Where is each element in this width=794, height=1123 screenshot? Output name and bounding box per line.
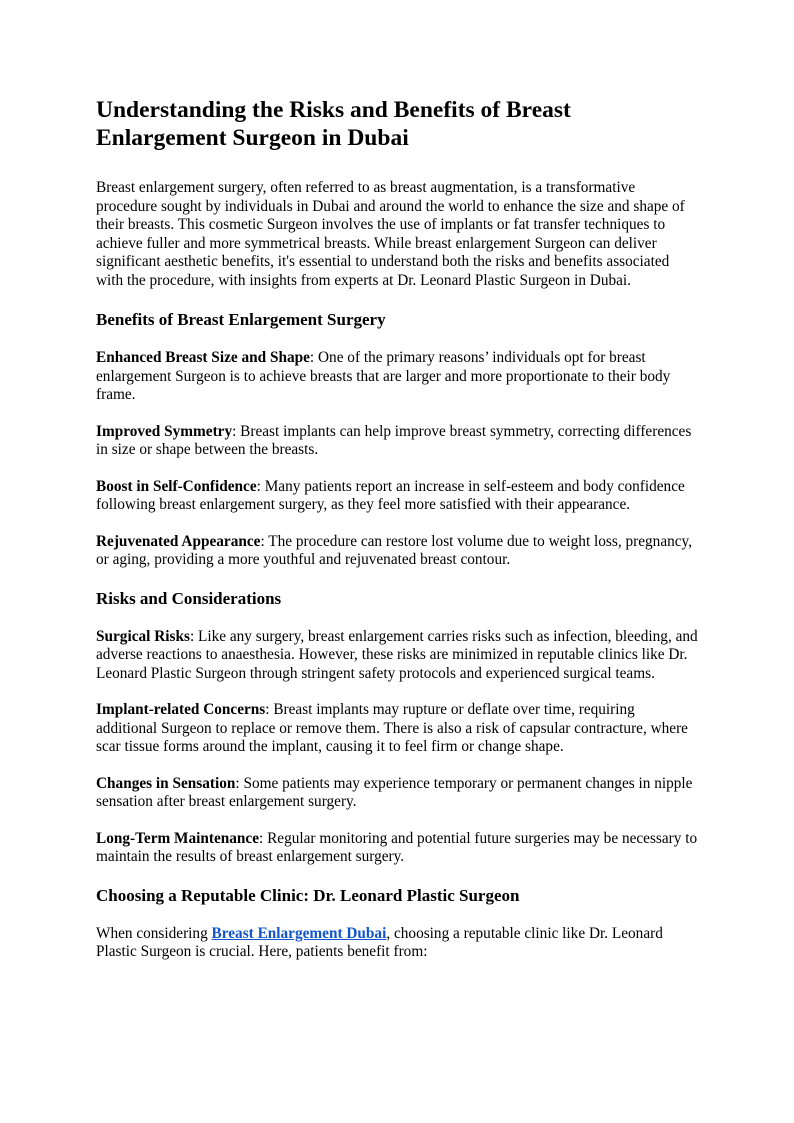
benefit-item bbox=[96, 423, 698, 460]
risk-item bbox=[96, 830, 698, 867]
clinic-text-before: When considering bbox=[96, 924, 212, 942]
benefit-text: : Many patients report an increase in self-esteem and body confidence following breast enlargement surgery, as they feel more satisfied with their appearance. bbox=[96, 477, 685, 513]
benefit-term: Enhanced Breast Size and Shape bbox=[96, 349, 310, 366]
risk-text: : Some patients may experience temporary or permanent changes in nipple sensation after breast enlargement surgery. bbox=[96, 774, 693, 810]
benefit-text: : The procedure can restore lost volume due to weight loss, pregnancy, or aging, providing a more youthful and rejuvenated breast contour. bbox=[96, 532, 693, 568]
risk-term: Implant-related Concerns bbox=[96, 701, 266, 718]
intro-paragraph: Breast enlargement surgery, often referred to as breast augmentation, is a transformative procedure sought by individuals in Dubai and around the world to enhance the size and shape of their breasts. This cosmetic Surgeon involves the use of implants or fat transfer techniques to achieve fuller and more symmetrical breasts. While breast enlargement Surgeon can deliver significant aesthetic benefits, it's essential to understand both the risks and benefits associated with the procedure, with insights from experts at Dr. Leonard Plastic Surgeon in Dubai. bbox=[96, 179, 685, 289]
benefit-term: Boost in Self-Confidence bbox=[96, 477, 257, 495]
risks-heading: Risks and Considerations bbox=[96, 588, 282, 608]
risk-term: Long-Term Maintenance bbox=[96, 829, 260, 847]
risk-item bbox=[96, 775, 698, 812]
benefit-text: : Breast implants can help improve breast symmetry, correcting differences in size or shape between the breasts. bbox=[96, 422, 692, 458]
clinic-paragraph bbox=[96, 925, 698, 962]
risk-text: : Regular monitoring and potential future surgeries may be necessary to maintain the results of breast enlargement surgery. bbox=[96, 829, 698, 865]
benefit-item bbox=[96, 478, 698, 515]
benefits-heading: Benefits of Breast Enlargement Surgery bbox=[96, 310, 386, 329]
breast-enlargement-dubai-link[interactable]: Breast Enlargement Dubai bbox=[211, 924, 387, 942]
risk-item bbox=[96, 628, 698, 684]
clinic-heading: Choosing a Reputable Clinic: Dr. Leonard Plastic Surgeon bbox=[96, 885, 520, 905]
benefit-item bbox=[96, 533, 698, 570]
risk-term: Surgical Risks bbox=[96, 627, 190, 645]
risk-term: Changes in Sensation bbox=[96, 774, 236, 792]
benefit-term: Rejuvenated Appearance bbox=[96, 532, 261, 550]
benefit-text: : One of the primary reasons’ individuals opt for breast enlargement Surgeon is to achieve breasts that are larger and more proportionate to their body frame. bbox=[96, 349, 671, 403]
risk-item bbox=[96, 701, 698, 757]
clinic-text-after: , choosing a reputable clinic like Dr. Leonard Plastic Surgeon is crucial. Here, patients benefit from: bbox=[96, 924, 663, 960]
document-title: Understanding the Risks and Benefits of Breast Enlargement Surgeon in Dubai bbox=[96, 97, 571, 151]
risk-text: : Like any surgery, breast enlargement carries risks such as infection, bleeding, and adverse reactions to anaesthesia. However, these risks are minimized in reputable clinics like Dr. Leonard Plastic Surgeon through stringent safety protocols and experienced surgical teams. bbox=[96, 627, 698, 682]
benefit-item bbox=[96, 349, 698, 405]
risk-text: : Breast implants may rupture or deflate over time, requiring additional Surgeon to replace or remove them. There is also a risk of capsular contracture, where scar tissue forms around the implant, causing it to feel firm or change shape. bbox=[96, 701, 688, 755]
benefit-term: Improved Symmetry bbox=[96, 422, 233, 440]
